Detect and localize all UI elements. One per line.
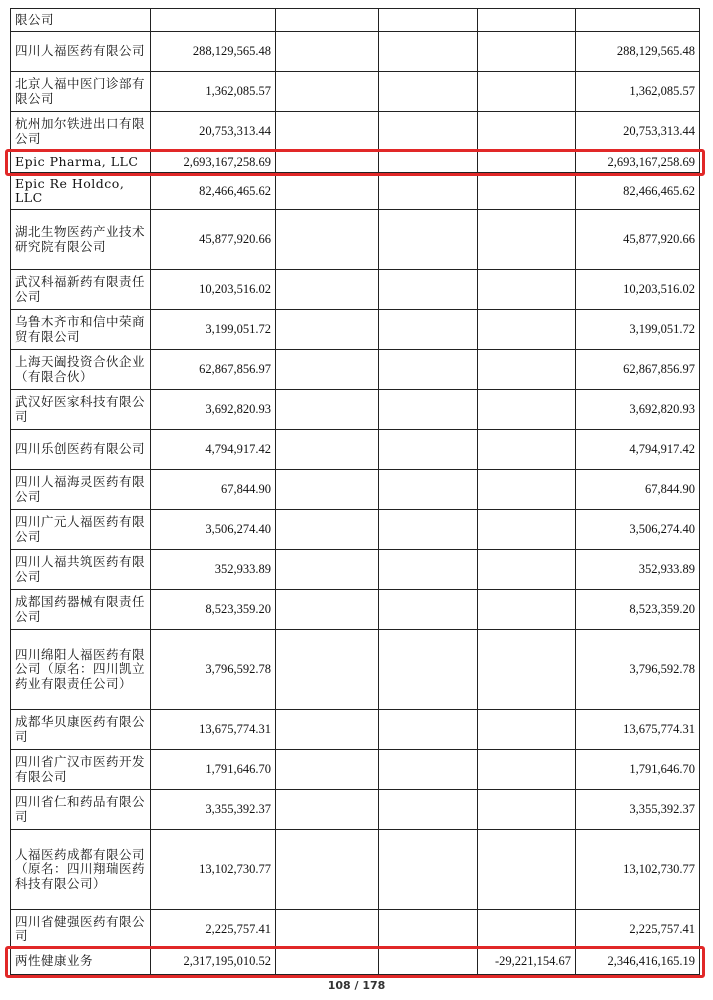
closing-balance-cell: 1,362,085.57 (576, 72, 700, 112)
opening-balance-cell: 3,796,592.78 (151, 630, 276, 710)
closing-balance-cell: 13,675,774.31 (576, 710, 700, 750)
blank-cell (379, 112, 478, 152)
opening-balance-cell: 2,225,757.41 (151, 910, 276, 949)
table-row (11, 310, 700, 350)
decrease-cell (478, 112, 576, 152)
table-row (11, 590, 700, 630)
opening-balance-cell: 288,129,565.48 (151, 32, 276, 72)
increase-cell (276, 750, 379, 790)
blank-cell (379, 590, 478, 630)
increase-cell (276, 210, 379, 270)
closing-balance-cell: 4,794,917.42 (576, 430, 700, 470)
blank-cell (379, 72, 478, 112)
decrease-cell (478, 9, 576, 32)
increase-cell (276, 949, 379, 975)
increase-cell (276, 9, 379, 32)
decrease-cell (478, 470, 576, 510)
company-name-cell: 四川人福共筑医药有限公司 (11, 550, 151, 590)
opening-balance-cell: 82,466,465.62 (151, 173, 276, 210)
closing-balance-cell: 3,692,820.93 (576, 390, 700, 430)
closing-balance-cell: 1,791,646.70 (576, 750, 700, 790)
page-number: 108 / 178 (327, 979, 386, 992)
table-row (11, 830, 700, 910)
decrease-cell: -29,221,154.67 (478, 949, 576, 975)
increase-cell (276, 350, 379, 390)
increase-cell (276, 32, 379, 72)
company-name-cell: 乌鲁木齐市和信中荣商贸有限公司 (11, 310, 151, 350)
decrease-cell (478, 630, 576, 710)
closing-balance-cell: 2,346,416,165.19 (576, 949, 700, 975)
blank-cell (379, 270, 478, 310)
closing-balance-cell: 67,844.90 (576, 470, 700, 510)
decrease-cell (478, 270, 576, 310)
closing-balance-cell: 82,466,465.62 (576, 173, 700, 210)
closing-balance-cell: 8,523,359.20 (576, 590, 700, 630)
blank-cell (379, 470, 478, 510)
blank-cell (379, 750, 478, 790)
closing-balance-cell: 45,877,920.66 (576, 210, 700, 270)
increase-cell (276, 790, 379, 830)
decrease-cell (478, 750, 576, 790)
opening-balance-cell: 2,693,167,258.69 (151, 152, 276, 173)
increase-cell (276, 910, 379, 949)
table-row (11, 390, 700, 430)
company-name-cell: 上海天阖投资合伙企业（有限合伙） (11, 350, 151, 390)
increase-cell (276, 590, 379, 630)
table-row (11, 210, 700, 270)
blank-cell (379, 710, 478, 750)
increase-cell (276, 390, 379, 430)
opening-balance-cell: 10,203,516.02 (151, 270, 276, 310)
blank-cell (379, 9, 478, 32)
closing-balance-cell: 13,102,730.77 (576, 830, 700, 910)
company-name-cell: Epic Re Holdco, LLC (11, 173, 151, 210)
closing-balance-cell: 2,225,757.41 (576, 910, 700, 949)
opening-balance-cell (151, 9, 276, 32)
decrease-cell (478, 390, 576, 430)
blank-cell (379, 630, 478, 710)
table-row (11, 9, 700, 32)
table-row (11, 750, 700, 790)
table-row (11, 72, 700, 112)
table-row (11, 32, 700, 72)
opening-balance-cell: 8,523,359.20 (151, 590, 276, 630)
decrease-cell (478, 510, 576, 550)
company-name-cell: 成都华贝康医药有限公司 (11, 710, 151, 750)
decrease-cell (478, 210, 576, 270)
table-row (11, 510, 700, 550)
blank-cell (379, 830, 478, 910)
company-name-cell: 武汉科福新药有限责任公司 (11, 270, 151, 310)
closing-balance-cell: 3,199,051.72 (576, 310, 700, 350)
increase-cell (276, 550, 379, 590)
company-name-cell: 四川乐创医药有限公司 (11, 430, 151, 470)
closing-balance-cell (576, 9, 700, 32)
company-name-cell: Epic Pharma, LLC (11, 152, 151, 173)
table-row (11, 910, 700, 949)
increase-cell (276, 173, 379, 210)
table-row (11, 949, 700, 975)
decrease-cell (478, 152, 576, 173)
increase-cell (276, 630, 379, 710)
table-row (11, 630, 700, 710)
opening-balance-cell: 3,199,051.72 (151, 310, 276, 350)
decrease-cell (478, 710, 576, 750)
closing-balance-cell: 3,506,274.40 (576, 510, 700, 550)
table-row (11, 550, 700, 590)
table-row (11, 790, 700, 830)
decrease-cell (478, 550, 576, 590)
decrease-cell (478, 910, 576, 949)
opening-balance-cell: 45,877,920.66 (151, 210, 276, 270)
increase-cell (276, 152, 379, 173)
increase-cell (276, 310, 379, 350)
decrease-cell (478, 350, 576, 390)
blank-cell (379, 173, 478, 210)
increase-cell (276, 830, 379, 910)
company-name-cell: 四川省仁和药品有限公司 (11, 790, 151, 830)
decrease-cell (478, 590, 576, 630)
opening-balance-cell: 352,933.89 (151, 550, 276, 590)
increase-cell (276, 510, 379, 550)
table-row (11, 112, 700, 152)
decrease-cell (478, 790, 576, 830)
opening-balance-cell: 3,506,274.40 (151, 510, 276, 550)
decrease-cell (478, 32, 576, 72)
blank-cell (379, 390, 478, 430)
opening-balance-cell: 1,791,646.70 (151, 750, 276, 790)
table-row (11, 350, 700, 390)
closing-balance-cell: 62,867,856.97 (576, 350, 700, 390)
blank-cell (379, 430, 478, 470)
increase-cell (276, 470, 379, 510)
opening-balance-cell: 62,867,856.97 (151, 350, 276, 390)
opening-balance-cell: 13,102,730.77 (151, 830, 276, 910)
blank-cell (379, 910, 478, 949)
company-name-cell: 武汉好医家科技有限公司 (11, 390, 151, 430)
company-name-cell: 四川绵阳人福医药有限公司（原名：四川凯立药业有限责任公司） (11, 630, 151, 710)
table-row (11, 470, 700, 510)
closing-balance-cell: 3,355,392.37 (576, 790, 700, 830)
blank-cell (379, 510, 478, 550)
blank-cell (379, 790, 478, 830)
opening-balance-cell: 67,844.90 (151, 470, 276, 510)
closing-balance-cell: 2,693,167,258.69 (576, 152, 700, 173)
closing-balance-cell: 20,753,313.44 (576, 112, 700, 152)
company-name-cell: 人福医药成都有限公司（原名：四川翔瑞医药科技有限公司） (11, 830, 151, 910)
table-body (11, 9, 700, 975)
company-name-cell: 限公司 (11, 9, 151, 32)
blank-cell (379, 310, 478, 350)
company-name-cell: 北京人福中医门诊部有限公司 (11, 72, 151, 112)
decrease-cell (478, 830, 576, 910)
increase-cell (276, 72, 379, 112)
table-row (11, 173, 700, 210)
opening-balance-cell: 3,692,820.93 (151, 390, 276, 430)
blank-cell (379, 152, 478, 173)
opening-balance-cell: 3,355,392.37 (151, 790, 276, 830)
table-row (11, 152, 700, 173)
blank-cell (379, 32, 478, 72)
decrease-cell (478, 173, 576, 210)
table-row (11, 430, 700, 470)
decrease-cell (478, 430, 576, 470)
opening-balance-cell: 1,362,085.57 (151, 72, 276, 112)
closing-balance-cell: 3,796,592.78 (576, 630, 700, 710)
company-name-cell: 四川人福海灵医药有限公司 (11, 470, 151, 510)
closing-balance-cell: 10,203,516.02 (576, 270, 700, 310)
company-name-cell: 湖北生物医药产业技术研究院有限公司 (11, 210, 151, 270)
table-row (11, 710, 700, 750)
decrease-cell (478, 72, 576, 112)
blank-cell (379, 350, 478, 390)
decrease-cell (478, 310, 576, 350)
opening-balance-cell: 2,317,195,010.52 (151, 949, 276, 975)
company-name-cell: 两性健康业务 (11, 949, 151, 975)
company-name-cell: 四川人福医药有限公司 (11, 32, 151, 72)
increase-cell (276, 270, 379, 310)
increase-cell (276, 112, 379, 152)
company-name-cell: 四川省广汉市医药开发有限公司 (11, 750, 151, 790)
company-name-cell: 杭州加尔铁进出口有限公司 (11, 112, 151, 152)
opening-balance-cell: 20,753,313.44 (151, 112, 276, 152)
table-row (11, 270, 700, 310)
blank-cell (379, 210, 478, 270)
goodwill-table (10, 8, 700, 975)
opening-balance-cell: 13,675,774.31 (151, 710, 276, 750)
blank-cell (379, 550, 478, 590)
company-name-cell: 成都国药器械有限责任公司 (11, 590, 151, 630)
increase-cell (276, 430, 379, 470)
company-name-cell: 四川省健强医药有限公司 (11, 910, 151, 949)
closing-balance-cell: 288,129,565.48 (576, 32, 700, 72)
company-name-cell: 四川广元人福医药有限公司 (11, 510, 151, 550)
closing-balance-cell: 352,933.89 (576, 550, 700, 590)
blank-cell (379, 949, 478, 975)
opening-balance-cell: 4,794,917.42 (151, 430, 276, 470)
increase-cell (276, 710, 379, 750)
